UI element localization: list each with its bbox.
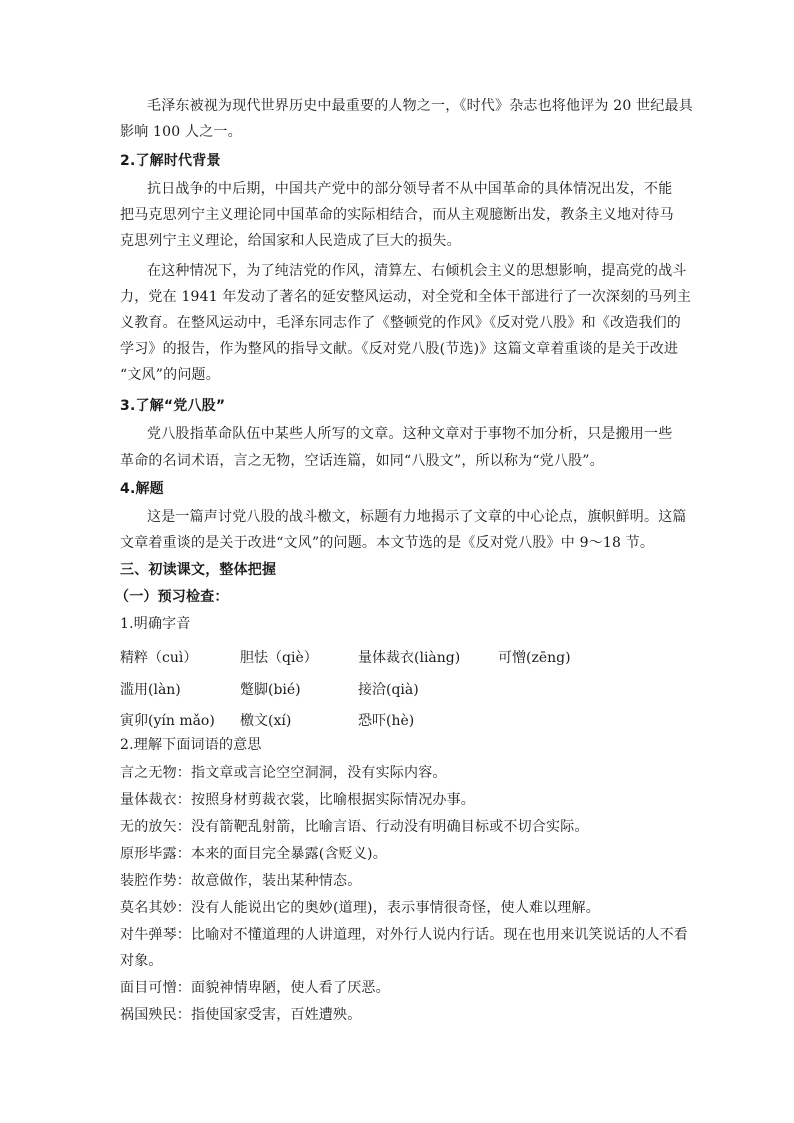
section-three-subtitle: （一）预习检查： [115, 589, 229, 605]
section-title-analysis: 4.解题 [120, 481, 164, 497]
pron-item: 恐吓(hè) [358, 713, 415, 729]
pron-item: 量体裁衣(liàng) [358, 650, 461, 666]
vocab-item: 装腔作势：故意做作，装出某种情态。 [120, 873, 362, 889]
background-p2-line-2: 力，党在 1941 年发动了著名的延安整风运动，对全党和全体干部进行了一次深刻的马列主 [120, 289, 692, 305]
background-p1-line-3: 克思列宁主义理论，给国家和人民造成了巨大的损失。 [120, 233, 461, 249]
vocab-item: 祸国殃民：指使国家受害，百姓遭殃。 [120, 1007, 362, 1023]
pron-item: 接洽(qià) [358, 682, 419, 698]
vocab-item: 面目可憎：面貌神情卑陋，使人看了厌恶。 [120, 980, 390, 996]
background-p2-line-1: 在这种情况下，为了纯洁党的作风，清算左、右倾机会主义的思想影响，提高党的战斗 [147, 263, 687, 279]
vocab-title: 2.理解下面词语的意思 [120, 737, 262, 753]
pron-item: 胆怯（qiè） [240, 650, 318, 666]
vocab-item: 对牛弹琴：比喻对不懂道理的人讲道理，对外行人说内行话。现在也用来讥笑说话的人不看 [120, 927, 688, 943]
background-p1-line-2: 把马克思列宁主义理论同中国革命的实际相结合，而从主观臆断出发，教条主义地对待马 [120, 207, 674, 223]
pronunciation-title: 1.明确字音 [120, 616, 191, 632]
pron-item: 蹩脚(bié) [240, 682, 301, 698]
background-p2-line-3: 义教育。在整风运动中，毛泽东同志作了《整顿党的作风》《反对党八股》和《改造我们的 [120, 315, 681, 331]
intro-line-1: 毛泽东被视为现代世界历史中最重要的人物之一，《时代》杂志也将他评为 20 世纪最具 [147, 98, 693, 114]
bagu-line-1: 党八股指革命队伍中某些人所写的文章。这种文章对于事物不加分析，只是搬用一些 [147, 426, 673, 442]
vocab-item: 量体裁衣：按照身材剪裁衣裳，比喻根据实际情况办事。 [120, 792, 475, 808]
background-p1-line-1: 抗日战争的中后期，中国共产党中的部分领导者不从中国革命的具体情况出发，不能 [147, 181, 673, 197]
section-bagu-title: 3.了解“党八股” [120, 398, 226, 414]
section-three-title: 三、初读课文，整体把握 [120, 562, 277, 578]
pron-item: 可憎(zēng) [498, 650, 571, 666]
title-analysis-line-2: 文章着重谈的是关于改进“文风”的问题。本文节选的是《反对党八股》中 9～18 节。 [120, 535, 655, 551]
pron-item: 檄文(xí) [240, 713, 292, 729]
intro-line-2: 影响 100 人之一。 [120, 124, 242, 140]
vocab-item: 莫名其妙：没有人能说出它的奥妙(道理)，表示事情很奇怪，使人难以理解。 [120, 900, 600, 916]
title-analysis-line-1: 这是一篇声讨党八股的战斗檄文，标题有力地揭示了文章的中心论点，旗帜鲜明。这篇 [147, 509, 687, 525]
section-background-title: 2.了解时代背景 [120, 153, 221, 169]
background-p2-line-4: 学习》的报告，作为整风的指导文献。《反对党八股(节选)》这篇文章着重谈的是关于改进 [120, 341, 679, 357]
pron-item: 精粹（cuì） [120, 650, 198, 666]
pron-item: 滥用(làn) [120, 682, 181, 698]
background-p2-line-5: “文风”的问题。 [120, 367, 220, 383]
vocab-item: 原形毕露：本来的面目完全暴露(含贬义)。 [120, 846, 387, 862]
bagu-line-2: 革命的名词术语，言之无物，空话连篇，如同“八股文”，所以称为“党八股”。 [120, 453, 604, 469]
vocab-item: 无的放矢：没有箭靶乱射箭，比喻言语、行动没有明确目标或不切合实际。 [120, 819, 589, 835]
pron-item: 寅卯(yín mǎo) [120, 713, 215, 729]
vocab-item-continuation: 对象。 [120, 953, 163, 969]
vocab-item: 言之无物：指文章或言论空空洞洞，没有实际内容。 [120, 765, 447, 781]
